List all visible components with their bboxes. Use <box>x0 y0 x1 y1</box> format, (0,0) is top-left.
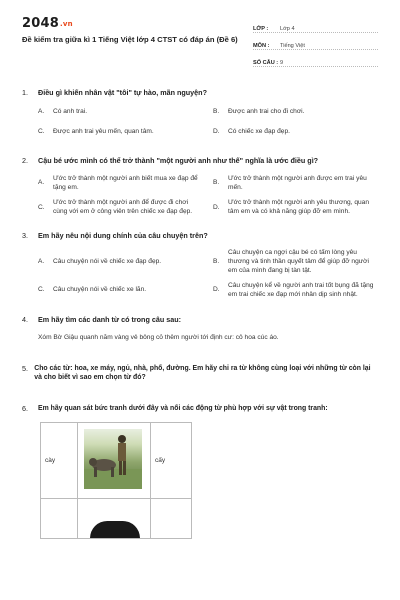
option-letter: A. <box>38 179 45 187</box>
question-4 <box>22 315 378 341</box>
meta-value: Tiếng Việt <box>280 43 305 49</box>
matching-table <box>40 422 192 539</box>
option-b[interactable] <box>213 107 378 116</box>
option-letter: C. <box>38 128 45 136</box>
option-letter: C. <box>38 203 45 211</box>
option-c[interactable] <box>38 281 203 300</box>
word-cell: cày <box>41 423 78 499</box>
question-1 <box>22 88 378 137</box>
option-c[interactable] <box>38 127 203 136</box>
logo-suffix: .vn <box>59 20 73 28</box>
question-text: Cho các từ: hoa, xe máy, ngủ, nhà, phố, đường. Em hãy chỉ ra từ không cùng loại với những từ còn lại và cho biết vì sao em chọn từ đó? <box>34 365 371 382</box>
option-letter: B. <box>213 108 220 115</box>
question-2 <box>22 156 378 217</box>
question-number: 2. <box>22 155 28 165</box>
meta-box <box>253 16 378 67</box>
meta-row-subject <box>253 33 378 50</box>
question-number: 6. <box>22 404 28 414</box>
option-b[interactable] <box>213 248 378 276</box>
option-letter: A. <box>38 258 45 266</box>
meta-key: MÔN : <box>253 43 270 49</box>
option-d[interactable] <box>213 281 378 300</box>
picture-cell-2 <box>78 499 151 539</box>
option-text: Có anh trai. <box>53 108 88 115</box>
option-letter: A. <box>38 108 45 115</box>
word-cell: cấy <box>151 423 192 499</box>
option-text: Câu chuyện ca ngợi cậu bé có tấm lòng yêu thương và tinh thần quyết tâm để giúp đỡ người em của mình đang bị tàn tật. <box>228 248 369 275</box>
option-text: Ước trở thành một người anh biết mua xe đạp để tặng em. <box>53 174 198 191</box>
option-d[interactable] <box>213 127 378 136</box>
question-6 <box>22 404 378 539</box>
meta-value: Lớp 4 <box>280 26 295 32</box>
meta-key: SỐ CÂU : <box>253 60 279 66</box>
logo[interactable] <box>22 16 242 31</box>
option-letter: D. <box>213 286 220 294</box>
options <box>38 107 378 137</box>
header-left <box>22 16 242 67</box>
question-text: Cậu bé ước mình có thể trở thành "một người anh như thế" nghĩa là ước điều gì? <box>38 155 319 165</box>
option-a[interactable] <box>38 174 203 193</box>
sentence: Xóm Bờ Giậu quanh năm vàng vẻ bông cỏ thêm người tới định cư: cô hoa cúc áo. <box>38 334 279 342</box>
option-b[interactable] <box>213 174 378 193</box>
option-text: Ước trở thành một người anh được em trai yêu mến. <box>228 174 367 191</box>
option-text: Câu chuyện nói về chiếc xe lăn. <box>53 286 147 294</box>
meta-row-class <box>253 16 378 33</box>
option-d[interactable] <box>213 198 378 217</box>
option-text: Câu chuyện kể về người anh trai tốt bụng đã tặng em trai chiếc xe đạp mới nhân dịp sinh nhật. <box>228 281 374 298</box>
option-letter: C. <box>38 286 45 294</box>
question-number: 3. <box>22 230 28 240</box>
option-a[interactable] <box>38 248 203 276</box>
meta-row-count <box>253 50 378 67</box>
option-a[interactable] <box>38 107 203 116</box>
question-text: Em hãy nêu nội dung chính của câu chuyện trên? <box>38 230 208 240</box>
question-text: Điều gì khiến nhân vật "tôi" tự hào, mãn nguyện? <box>38 88 207 97</box>
options <box>38 174 378 217</box>
question-5 <box>22 364 378 382</box>
option-c[interactable] <box>38 198 203 217</box>
question-text: Em hãy quan sát bức tranh dưới đây và nối các động từ phù hợp với sự vật trong tranh: <box>38 405 328 413</box>
option-text: Được anh trai cho đi chơi. <box>228 108 305 115</box>
option-text: Ước trở thành một người anh để được đi chơi cùng với em ở công viên trên chiếc xe đạp đẹp. <box>53 199 193 216</box>
person-picture <box>90 521 140 539</box>
question-number: 5. <box>22 364 28 374</box>
picture-cell <box>78 423 151 499</box>
document-title: Đề kiểm tra giữa kì 1 Tiếng Việt lớp 4 CTST có đáp án (Đề 6) <box>22 35 238 44</box>
question-3 <box>22 231 378 299</box>
header <box>22 16 378 67</box>
option-text: Ước trở thành một người anh yêu thương, quan tâm em và có khả năng giúp đỡ em mình. <box>228 199 369 216</box>
farming-picture <box>84 429 142 489</box>
logo-text: 2048 <box>22 16 59 31</box>
meta-value: 9 <box>280 60 284 66</box>
question-number: 1. <box>22 88 28 97</box>
question-text: Em hãy tìm các danh từ có trong câu sau: <box>38 315 181 325</box>
option-text: Có chiếc xe đạp đẹp. <box>228 128 290 136</box>
question-number: 4. <box>22 315 28 325</box>
empty-cell <box>41 499 78 539</box>
meta-key: LỚP : <box>253 26 269 32</box>
empty-cell <box>151 499 192 539</box>
option-letter: D. <box>213 128 220 136</box>
option-text: Câu chuyện nói về chiếc xe đạp đẹp. <box>53 258 162 266</box>
option-text: Được anh trai yêu mến, quan tâm. <box>53 128 154 136</box>
option-letter: B. <box>213 258 220 266</box>
option-letter: D. <box>213 203 220 211</box>
option-letter: B. <box>213 179 220 187</box>
options <box>38 248 378 299</box>
